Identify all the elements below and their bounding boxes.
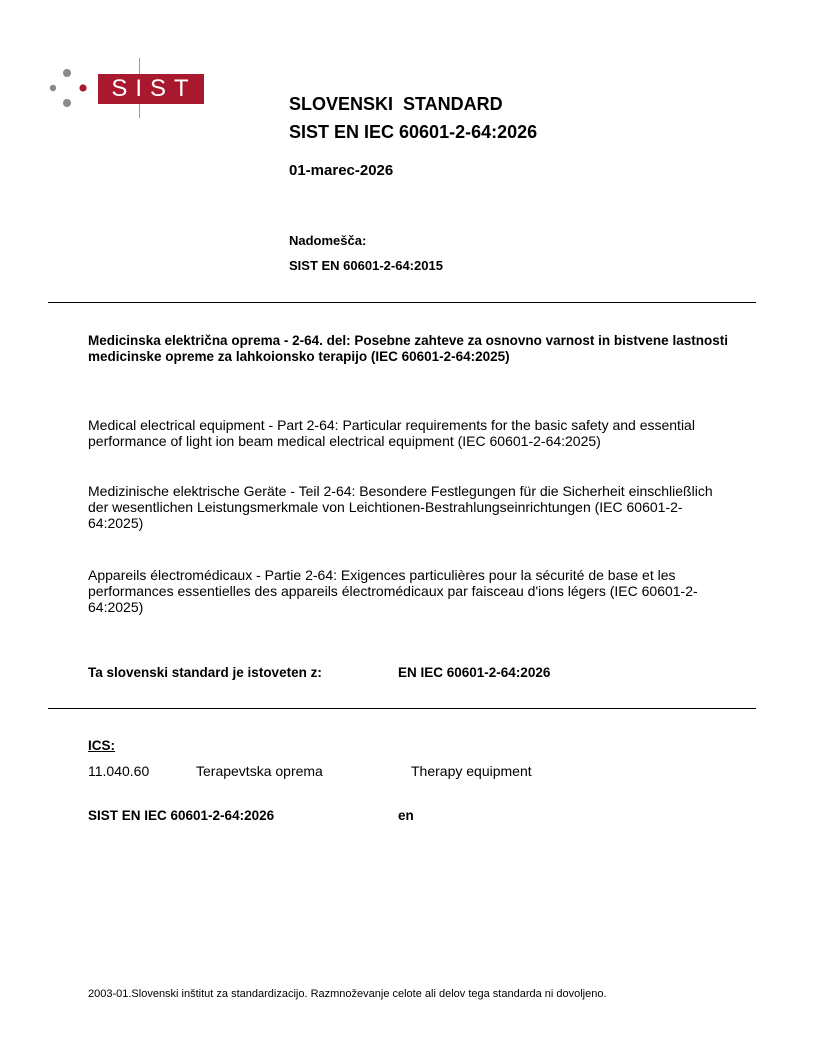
title-german: Medizinische elektrische Geräte - Teil 2-64: Besondere Festlegungen für die Sicherheit einschließlich der wesentlichen Leistungsmerkmale von Leichtionen-Bestrahlungseinrichtungen (IEC 60601-2-64:2025) — [88, 483, 713, 531]
identical-value: EN IEC 60601-2-64:2026 — [398, 665, 551, 680]
sist-dots-icon — [48, 66, 88, 110]
ics-description-sl: Terapevtska oprema — [196, 763, 323, 779]
identical-label: Ta slovenski standard je istoveten z: — [88, 665, 322, 680]
standard-number: SIST EN IEC 60601-2-64:2026 — [289, 122, 538, 142]
replaces-value: SIST EN 60601-2-64:2015 — [289, 258, 443, 273]
divider-top — [48, 302, 756, 303]
ics-code: 11.040.60 — [88, 763, 150, 779]
ics-description-en: Therapy equipment — [411, 763, 532, 779]
document-language: en — [398, 808, 414, 823]
publication-date: 01-marec-2026 — [289, 162, 394, 179]
title-slovenian: Medicinska električna oprema - 2-64. del: Posebne zahteve za osnovno varnost in bistvene lastnosti medicinske opreme za lahkoionsko terapijo (IEC 60601-2-64:2025) — [88, 333, 728, 364]
replaces-label: Nadomešča: — [289, 233, 367, 248]
ics-label: ICS: — [88, 738, 115, 753]
title-english: Medical electrical equipment - Part 2-64: Particular requirements for the basic safety and essential performance of light ion beam medical electrical equipment (IEC 60601-2-64:2025) — [88, 417, 695, 449]
title-french: Appareils électromédicaux - Partie 2-64: Exigences particulières pour la sécurité de base et les performances essentielles des appareils électromédicaux par faisceau d'ions légers (IEC 60601-2-64:2025) — [88, 567, 698, 615]
sist-logo: SIST — [98, 74, 204, 104]
copyright-footer: 2003-01.Slovenski inštitut za standardizacijo. Razmnoževanje celote ali delov tega standarda ni dovoljeno. — [88, 988, 607, 1000]
standard-heading: SLOVENSKI STANDARD — [289, 94, 503, 114]
divider-bottom — [48, 708, 756, 709]
document-id: SIST EN IEC 60601-2-64:2026 — [88, 808, 275, 823]
